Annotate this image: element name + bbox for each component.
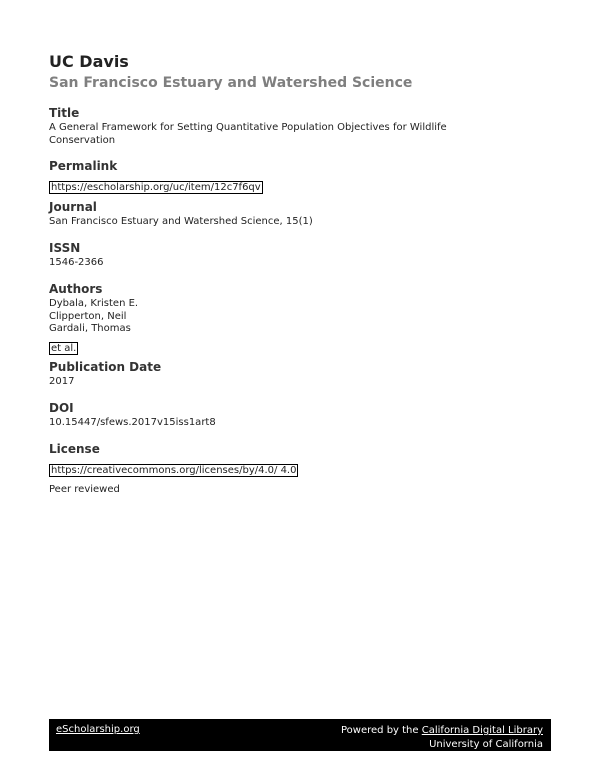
- issn-value: 1546-2366: [49, 257, 104, 268]
- review-section: [49, 484, 549, 497]
- permalink-section: [49, 159, 549, 194]
- author-name: Gardali, Thomas: [49, 323, 131, 334]
- issn-label: ISSN: [49, 241, 81, 255]
- journal-label: Journal: [49, 200, 97, 214]
- more-authors-link[interactable]: et al.: [51, 342, 77, 354]
- authors-label: Authors: [49, 282, 103, 296]
- title-label: Title: [49, 106, 80, 120]
- publication-date-value: 2017: [49, 376, 75, 387]
- author-name: Dybala, Kristen E.: [49, 298, 139, 309]
- cdl-link[interactable]: California Digital Library: [421, 725, 543, 736]
- publication-date-label: Publication Date: [49, 360, 162, 374]
- series-name: San Francisco Estuary and Watershed Science: [49, 75, 413, 91]
- doi-value: 10.15447/sfews.2017v15iss1art8: [49, 417, 216, 428]
- license-label: License: [49, 442, 100, 456]
- permalink-link[interactable]: https://escholarship.org/uc/item/12c7f6qv: [51, 182, 261, 193]
- doi-section: [49, 401, 549, 430]
- permalink-label: Permalink: [49, 159, 118, 173]
- author-name: Clipperton, Neil: [49, 310, 127, 322]
- escholarship-link[interactable]: eScholarship.org: [56, 724, 140, 735]
- footer-credits: [341, 724, 543, 752]
- footer-bar: [49, 719, 551, 751]
- license-section: [49, 442, 549, 477]
- license-link[interactable]: https://creativecommons.org/licenses/by/4.0/ 4.0: [51, 465, 297, 476]
- document-header: [49, 52, 412, 92]
- publication-date-section: [49, 360, 549, 389]
- title-value: A General Framework for Setting Quantitative Population Objectives for Wildlife Conservation: [49, 122, 447, 146]
- journal-section: [49, 200, 549, 229]
- journal-value: San Francisco Estuary and Watershed Science, 15(1): [49, 216, 313, 227]
- doi-label: DOI: [49, 401, 74, 415]
- uc-name: University of California: [429, 739, 543, 750]
- title-section: [49, 106, 549, 147]
- powered-by-line: [341, 724, 543, 738]
- review-status: Peer reviewed: [49, 484, 120, 495]
- issn-section: [49, 241, 549, 270]
- authors-section: [49, 282, 549, 355]
- institution-name: UC Davis: [49, 52, 129, 71]
- powered-by-text: Powered by the: [341, 725, 419, 736]
